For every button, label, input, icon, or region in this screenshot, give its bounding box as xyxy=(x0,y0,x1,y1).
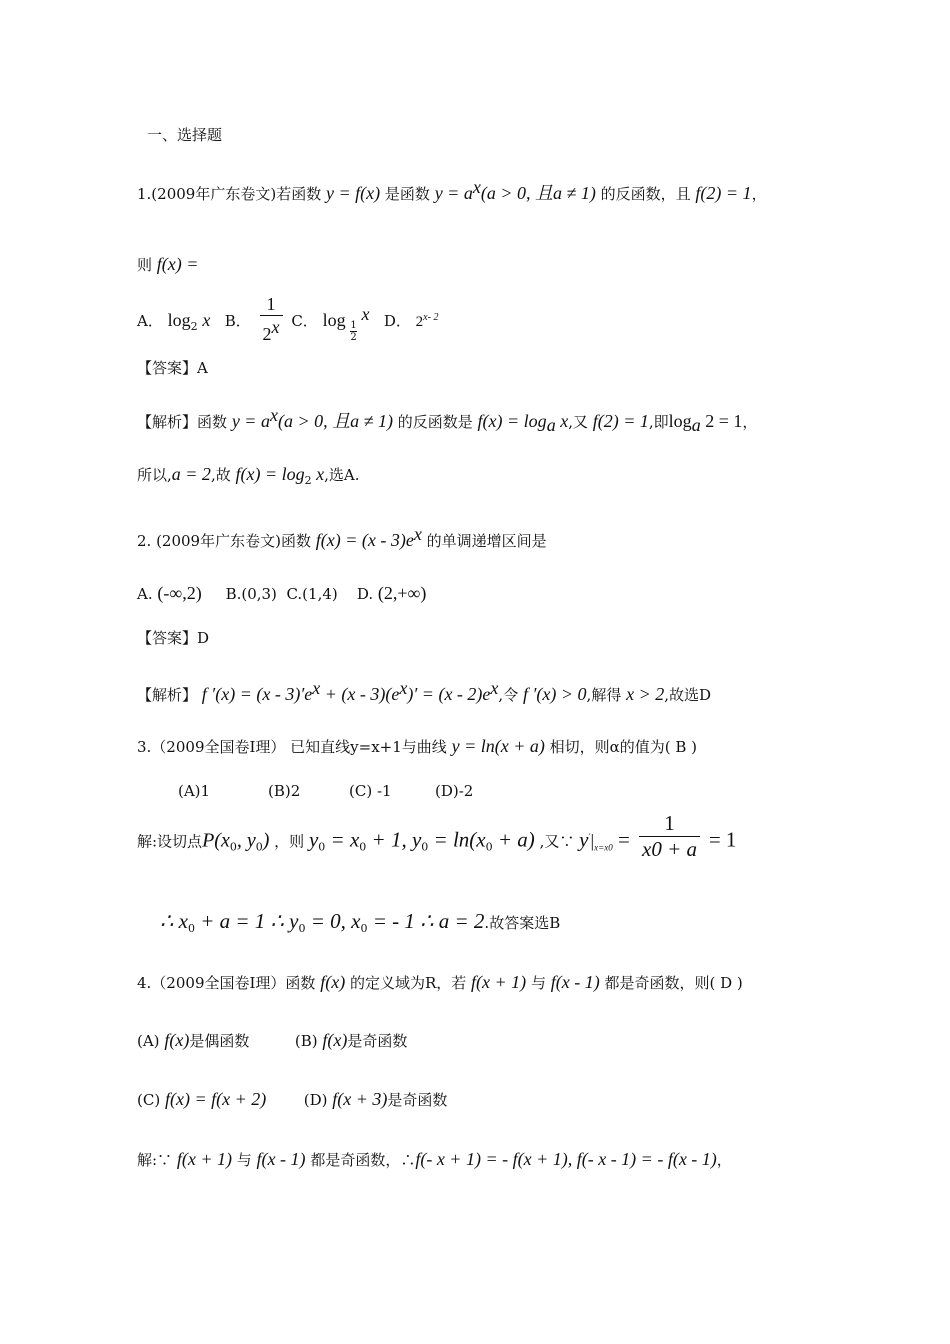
section-title: 一、选择题 xyxy=(147,126,223,144)
q4-solution xyxy=(137,1150,732,1168)
q2-analysis-label: 【解析】 xyxy=(137,686,198,704)
q3-options xyxy=(178,784,473,799)
q3-text-a: 3.（2009全国卷Ⅰ理） 已知直线y=x+1与曲线 xyxy=(137,738,447,756)
q4-optA-text: 是偶函数 xyxy=(189,1032,250,1050)
q4-optB-label: (B) xyxy=(294,1032,318,1050)
q1-expr-b2: (a > 0, 且a ≠ 1) xyxy=(480,183,596,203)
q4-options-row1 xyxy=(137,1031,407,1049)
q1-analysis-expr3: f(2) = 1 xyxy=(592,411,649,431)
q1-optC-sub-num: 1 xyxy=(350,320,357,331)
q1-analysis-d: ,即 xyxy=(648,413,669,431)
q3-sol-c: ,又∵ xyxy=(539,832,575,851)
q4-sol-a: 解:∵ xyxy=(137,1151,173,1169)
q4-optA-label: (A) xyxy=(137,1032,160,1050)
q3-sol-expr3c: = xyxy=(612,827,636,852)
q1-analysis-line2 xyxy=(137,465,360,486)
q3-line2-expr-c: = 0, x xyxy=(305,909,361,933)
q2-analysis-expr: f ′(x) = (x - 3)′e xyxy=(201,684,313,704)
q3-line2-expr-b: + a = 1 ∴ y xyxy=(194,909,299,933)
q1-analysis-sub2: a xyxy=(546,415,556,435)
q4-sol-c: 都是奇函数，∴ xyxy=(310,1151,416,1169)
q1-expr-b: y = a xyxy=(434,183,473,203)
q2-text-a: 2. (2009年广东卷文)函数 xyxy=(137,532,311,550)
q4-sol-expr3: f(- x + 1) = - f(x + 1), f(- x - 1) = - f(x - 1) xyxy=(415,1149,717,1169)
q3-stem xyxy=(137,737,697,755)
q2-analysis-text-c: ,故选D xyxy=(664,686,712,704)
q1-optA-expr: log xyxy=(167,310,191,330)
q1-stem-line2 xyxy=(137,255,198,273)
q4-sol-expr1: f(x + 1) xyxy=(176,1149,232,1169)
q1-analysis2-var: x xyxy=(311,464,325,484)
q2-analysis-expr-b: + (x - 3)(e xyxy=(320,684,400,704)
q2-options xyxy=(137,584,426,602)
q2-optC: C.(1,4) xyxy=(286,585,338,603)
q1-analysis-sub4: a xyxy=(691,415,701,435)
q1-analysis-a: 函数 xyxy=(197,413,228,431)
q3-line2-expr: ∴ x xyxy=(160,909,188,933)
q3-optC: (C) -1 xyxy=(349,782,392,800)
q4-stem xyxy=(137,973,743,991)
q4-options-row2 xyxy=(137,1090,447,1108)
q1-analysis xyxy=(137,406,757,434)
q3-optA: (A)1 xyxy=(178,782,211,800)
q4-text-a: 4.（2009全国卷Ⅰ理）函数 xyxy=(137,974,316,992)
q4-expr3: f(x - 1) xyxy=(550,972,600,992)
q3-optD: (D)-2 xyxy=(435,782,474,800)
q3-solution xyxy=(137,811,737,861)
q4-optD-label: (D) xyxy=(303,1091,328,1109)
q4-sol-d: ， xyxy=(716,1151,732,1169)
q1-optD-label: D． xyxy=(383,312,411,330)
q1-line2-text: 则 xyxy=(137,256,153,274)
q3-line2-sub1: 0 xyxy=(187,922,195,935)
q1-optD-sup: x- 2 xyxy=(423,312,439,323)
q1-text-b: 是函数 xyxy=(384,185,430,203)
q2-optD: D. xyxy=(356,585,374,603)
q1-optB-den: 2 xyxy=(262,324,272,344)
q2-optD-expr: (2,+∞) xyxy=(377,583,427,603)
q1-analysis-var2: x xyxy=(555,411,569,431)
q4-optA-expr: f(x) xyxy=(164,1030,190,1050)
q3-sol-sub2: 0 xyxy=(318,840,326,854)
q1-optD-base: 2 xyxy=(415,314,424,330)
q1-analysis2-b: ,故 xyxy=(210,466,231,484)
q1-analysis-label: 【解析】 xyxy=(137,413,198,431)
q3-sol-sub1: 0 xyxy=(229,840,237,854)
q1-optC-var: x xyxy=(361,304,370,324)
q1-optA-label: A． xyxy=(137,312,163,330)
q3-sol-sub3: x=x0 xyxy=(594,842,613,853)
q3-line2-expr-d: = - 1 ∴ a = 2 xyxy=(367,909,485,933)
q3-sol-sub2c: 0 xyxy=(421,840,429,854)
q4-text-c: 与 xyxy=(530,974,546,992)
q4-text-b: 的定义域为R，若 xyxy=(349,974,467,992)
q1-analysis-expr4: log xyxy=(668,411,692,431)
q3-sol-sup3: ′ xyxy=(588,833,591,844)
q1-text-c: 的反函数，且 xyxy=(600,185,691,203)
q1-expr-a: y = f(x) xyxy=(325,183,381,203)
q3-sol-expr1: P(x xyxy=(202,829,230,852)
q4-optB-expr: f(x) xyxy=(322,1030,348,1050)
q2-text-b: 的单调递增区间是 xyxy=(426,532,547,550)
q4-text-d: 都是奇函数，则( D ) xyxy=(604,974,743,992)
q3-sol-expr2: y xyxy=(308,827,319,852)
q4-optD-expr: f(x + 3) xyxy=(332,1089,388,1109)
q3-sol-expr3: y xyxy=(579,827,589,852)
q1-optB-num: 1 xyxy=(260,295,283,316)
q3-sol-expr2c: + 1, y xyxy=(366,827,422,852)
q1-optB-fraction xyxy=(260,295,283,343)
q1-text-a: 1.(2009年广东卷文)若函数 xyxy=(137,185,322,203)
q3-optB: (B)2 xyxy=(268,782,301,800)
q3-line2-sub3: 0 xyxy=(360,922,368,935)
q1-sup-b: x xyxy=(472,177,481,197)
q4-expr2: f(x + 1) xyxy=(471,972,527,992)
q2-analysis-expr2: f ′(x) > 0 xyxy=(522,684,587,704)
q1-analysis2-sub: 2 xyxy=(304,474,312,487)
q4-expr1: f(x) xyxy=(320,972,346,992)
q2-optB: B.(0,3) xyxy=(225,585,277,603)
q1-analysis-c: ,又 xyxy=(568,413,588,431)
q4-optD-text: 是奇函数 xyxy=(387,1091,448,1109)
q1-optA-var: x xyxy=(202,310,211,330)
q1-analysis-expr1b: (a > 0, 且a ≠ 1) xyxy=(277,411,393,431)
q3-sol-sub2b: 0 xyxy=(359,840,367,854)
q1-analysis2-a: 所以, xyxy=(137,466,172,484)
q2-optA: A. xyxy=(137,585,153,603)
q4-sol-b: 与 xyxy=(236,1151,252,1169)
q1-optC-sub-den: 2 xyxy=(350,332,357,343)
q2-expr: f(x) = (x - 3)e xyxy=(315,530,414,550)
q2-analysis-text-a: ,令 xyxy=(498,686,519,704)
q2-stem xyxy=(137,525,547,549)
q1-optB-den-sup: x xyxy=(271,317,280,337)
q3-sol-sub1b: 0 xyxy=(255,840,263,854)
q2-analysis-sup3: x xyxy=(490,678,499,698)
q2-analysis-expr3: x > 2 xyxy=(626,684,665,704)
q3-sol-frac-den: x0 + a xyxy=(642,837,698,861)
q3-sol-expr3d: = 1 xyxy=(708,827,737,852)
q1-analysis-sup1: x xyxy=(269,405,278,425)
q1-analysis2-expr2: f(x) = log xyxy=(235,464,305,484)
q3-text-b: 相切，则α的值为( B ) xyxy=(549,738,698,756)
q2-analysis-sup1: x xyxy=(312,678,321,698)
q1-optA-sub: 2 xyxy=(190,320,198,333)
q2-answer: 【答案】D xyxy=(137,629,210,647)
q2-analysis-expr-c: )′ = (x - 2)e xyxy=(407,684,491,704)
q1-optC-sub-frac xyxy=(350,320,356,343)
q3-sol-expr2d: = ln(x xyxy=(428,827,486,852)
q2-optA-expr: (-∞,2) xyxy=(157,583,202,603)
q4-optC-expr: f(x) = f(x + 2) xyxy=(164,1089,267,1109)
q3-solution-line2 xyxy=(160,911,560,934)
q1-analysis-expr4b: 2 = 1 xyxy=(700,411,743,431)
q4-optC-label: (C) xyxy=(137,1091,161,1109)
q3-expr: y = ln(x + a) xyxy=(451,736,545,756)
q4-optB-text: 是奇函数 xyxy=(347,1032,408,1050)
q1-stem xyxy=(137,178,767,202)
q1-analysis-expr1: y = a xyxy=(231,411,270,431)
q3-sol-expr1b: , y xyxy=(236,829,256,852)
q3-sol-expr1c: ) xyxy=(262,829,270,852)
q3-sol-frac-num: 1 xyxy=(639,813,700,837)
q1-analysis2-expr1: a = 2 xyxy=(171,464,211,484)
q2-analysis-text-b: ,解得 xyxy=(586,686,622,704)
q3-sol-expr2e: + a) xyxy=(492,827,535,852)
q3-sol-fraction xyxy=(639,813,700,860)
q1-analysis-e: ， xyxy=(742,413,758,431)
q3-sol-b: ，则 xyxy=(274,832,305,851)
q3-sol-a: 解:设切点 xyxy=(137,832,203,851)
q1-optC-label: C． xyxy=(291,312,318,330)
q4-sol-expr2: f(x - 1) xyxy=(256,1149,306,1169)
q1-optB-label: B． xyxy=(224,312,251,330)
q1-analysis-expr2: f(x) = log xyxy=(477,411,547,431)
q2-sup: x xyxy=(413,524,422,544)
q1-analysis-b: 的反函数是 xyxy=(397,413,473,431)
q3-sol-sub2d: 0 xyxy=(485,840,493,854)
q2-analysis xyxy=(137,679,711,703)
q2-analysis-sup2: x xyxy=(399,678,408,698)
q1-answer: 【答案】A xyxy=(137,359,208,377)
q1-expr-c: f(2) = 1 xyxy=(695,183,752,203)
q3-sol-expr3b: | xyxy=(590,830,595,851)
q1-analysis2-c: ,选A. xyxy=(324,466,360,484)
q3-line2-sub2: 0 xyxy=(298,922,306,935)
q1-line2-expr: f(x) = xyxy=(156,254,199,274)
q3-sol-expr2b: = x xyxy=(325,827,360,852)
q1-optC-expr: log xyxy=(322,310,346,330)
q3-line2-text: .故答案选B xyxy=(484,914,561,932)
q1-text-d: ， xyxy=(751,185,767,203)
q1-options xyxy=(137,294,439,344)
